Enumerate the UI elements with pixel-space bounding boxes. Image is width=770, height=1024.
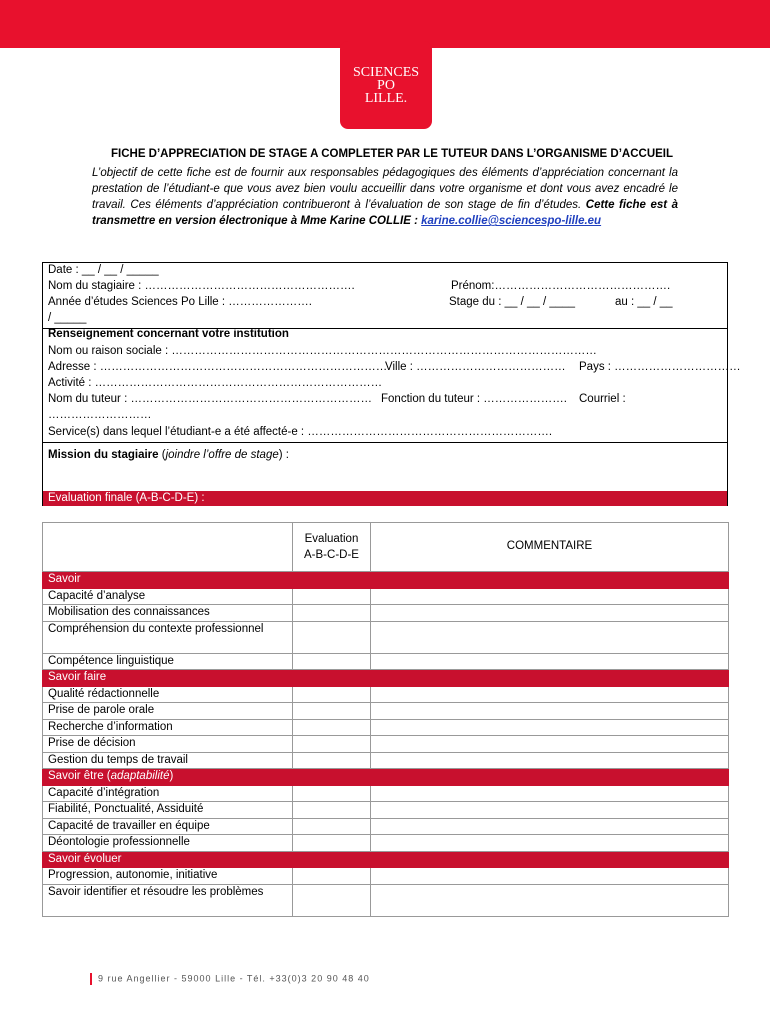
section-empty-cell — [371, 572, 729, 589]
table-row — [43, 605, 729, 622]
criterion-label: Savoir identifier et résoudre les problèmes — [43, 884, 293, 916]
evaluation-grade-cell[interactable] — [293, 588, 371, 605]
stage-au-field[interactable]: au : __ / __ — [615, 296, 673, 308]
criterion-label: Mobilisation des connaissances — [43, 605, 293, 622]
evaluation-finale-bar[interactable]: Evaluation finale (A-B-C-D-E) : — [43, 491, 727, 506]
table-row — [43, 588, 729, 605]
stage-au-year-field[interactable]: / _____ — [48, 312, 87, 324]
evaluation-table — [42, 522, 729, 917]
evaluation-grade-cell[interactable] — [293, 818, 371, 835]
logo-line-3: LILLE. — [364, 90, 408, 106]
mission-label: Mission du stagiaire — [48, 449, 159, 461]
stage-du-field[interactable]: Stage du : __ / __ / ____ — [449, 296, 575, 308]
footer-address: 9 rue Angellier - 59000 Lille - Tél. +33(0)3 20 90 48 40 — [90, 973, 370, 985]
table-row — [43, 686, 729, 703]
criterion-label: Capacité d’analyse — [43, 588, 293, 605]
pays-field[interactable]: Pays : …………………………… — [579, 361, 741, 373]
document-title: FICHE D’APPRECIATION DE STAGE A COMPLETER PAR LE TUTEUR DANS L’ORGANISME D’ACCUEIL — [110, 148, 674, 160]
comment-cell[interactable] — [371, 719, 729, 736]
table-row — [43, 802, 729, 819]
courriel-continuation[interactable]: ……………………… — [48, 409, 152, 421]
criterion-label: Capacité d’intégration — [43, 785, 293, 802]
criterion-label: Compréhension du contexte professionnel — [43, 621, 293, 653]
comment-cell[interactable] — [371, 785, 729, 802]
evaluation-grade-cell[interactable] — [293, 736, 371, 753]
fonction-tuteur-field[interactable]: Fonction du tuteur : …………………. — [381, 393, 567, 405]
divider — [43, 442, 727, 443]
criterion-label: Fiabilité, Ponctualité, Assiduité — [43, 802, 293, 819]
section-header-row — [43, 670, 729, 687]
annee-etudes-field[interactable]: Année d’études Sciences Po Lille : …………………. — [48, 296, 312, 308]
section-header-row — [43, 851, 729, 868]
table-row — [43, 736, 729, 753]
comment-cell[interactable] — [371, 884, 729, 916]
prenom-field[interactable]: Prénom:………………………………………. — [451, 280, 671, 292]
evaluation-grade-cell[interactable] — [293, 785, 371, 802]
evaluation-grade-cell[interactable] — [293, 868, 371, 885]
comment-cell[interactable] — [371, 653, 729, 670]
comment-cell[interactable] — [371, 868, 729, 885]
criterion-label: Gestion du temps de travail — [43, 752, 293, 769]
table-row — [43, 703, 729, 720]
evaluation-grade-cell[interactable] — [293, 621, 371, 653]
comment-cell[interactable] — [371, 818, 729, 835]
criterion-label: Prise de décision — [43, 736, 293, 753]
email-link[interactable]: karine.collie@sciencespo-lille.eu — [421, 215, 602, 227]
comment-cell[interactable] — [371, 605, 729, 622]
evaluation-grade-cell[interactable] — [293, 752, 371, 769]
table-row — [43, 653, 729, 670]
section-empty-cell — [293, 851, 371, 868]
comment-cell[interactable] — [371, 686, 729, 703]
evaluation-grade-cell[interactable] — [293, 719, 371, 736]
evaluation-grade-cell[interactable] — [293, 884, 371, 916]
table-header-row — [43, 523, 729, 572]
table-row — [43, 785, 729, 802]
evaluation-grade-cell[interactable] — [293, 653, 371, 670]
table-row — [43, 884, 729, 916]
section-title: Savoir — [43, 572, 293, 589]
section-title: Savoir être (adaptabilité) — [43, 769, 293, 786]
header-evaluation: Evaluation A-B-C-D-E — [293, 523, 371, 572]
service-field[interactable]: Service(s) dans lequel l’étudiant-e a été affecté-e : ………………………………………………………. — [48, 426, 553, 438]
evaluation-grade-cell[interactable] — [293, 802, 371, 819]
evaluation-grade-cell[interactable] — [293, 703, 371, 720]
intro-bold-instruction: Cette fiche est à transmettre en version électronique à Mme Karine COLLIE : — [92, 199, 679, 227]
header-empty-cell — [43, 523, 293, 572]
section-header-row — [43, 572, 729, 589]
section-title: Savoir faire — [43, 670, 293, 687]
evaluation-grade-cell[interactable] — [293, 835, 371, 852]
activite-field[interactable]: Activité : ………………………………………………………………… — [48, 377, 383, 389]
intro-paragraph — [92, 165, 678, 229]
raison-sociale-field[interactable]: Nom ou raison sociale : ………………………………………………………………………………………………… — [48, 345, 597, 357]
evaluation-grade-cell[interactable] — [293, 605, 371, 622]
sciences-po-lille-logo — [340, 41, 432, 129]
nom-tuteur-field[interactable]: Nom du tuteur : ……………………………………………………… — [48, 393, 372, 405]
intern-info-box — [42, 262, 741, 506]
section-empty-cell — [293, 572, 371, 589]
comment-cell[interactable] — [371, 802, 729, 819]
section-empty-cell — [371, 670, 729, 687]
table-row — [43, 835, 729, 852]
comment-cell[interactable] — [371, 736, 729, 753]
logo-line-1: SCIENCES — [352, 64, 420, 80]
comment-cell[interactable] — [371, 835, 729, 852]
table-row — [43, 818, 729, 835]
table-row — [43, 868, 729, 885]
evaluation-grade-cell[interactable] — [293, 686, 371, 703]
table-row — [43, 719, 729, 736]
comment-cell[interactable] — [371, 703, 729, 720]
criterion-label: Compétence linguistique — [43, 653, 293, 670]
criterion-label: Prise de parole orale — [43, 703, 293, 720]
comment-cell[interactable] — [371, 588, 729, 605]
date-field[interactable]: Date : __ / __ / _____ — [48, 264, 159, 276]
section-empty-cell — [371, 769, 729, 786]
comment-cell[interactable] — [371, 752, 729, 769]
mission-field[interactable]: Mission du stagiaire (joindre l’offre de stage) : — [48, 449, 289, 461]
header-commentaire: COMMENTAIRE — [371, 523, 729, 572]
courriel-field[interactable]: Courriel : — [579, 393, 626, 405]
section-title: Savoir évoluer — [43, 851, 293, 868]
comment-cell[interactable] — [371, 621, 729, 653]
ville-field[interactable]: Ville : ………………………………… — [385, 361, 566, 373]
criterion-label: Progression, autonomie, initiative — [43, 868, 293, 885]
criterion-label: Capacité de travailler en équipe — [43, 818, 293, 835]
table-row — [43, 621, 729, 653]
logo-line-2: PO — [377, 77, 395, 93]
section-empty-cell — [371, 851, 729, 868]
footer-red-mark — [90, 973, 92, 985]
nom-stagiaire-field[interactable]: Nom du stagiaire : ………………………………………………. — [48, 280, 355, 292]
section-empty-cell — [293, 670, 371, 687]
institution-heading: Renseignement concernant votre institution — [48, 328, 289, 340]
criterion-label: Qualité rédactionnelle — [43, 686, 293, 703]
section-empty-cell — [293, 769, 371, 786]
adresse-field[interactable]: Adresse : …………………………………………………………………. — [48, 361, 391, 373]
table-row — [43, 752, 729, 769]
criterion-label: Recherche d’information — [43, 719, 293, 736]
section-header-row — [43, 769, 729, 786]
criterion-label: Déontologie professionnelle — [43, 835, 293, 852]
mission-hint: joindre l’offre de stage — [165, 449, 279, 461]
intro-text: L’objectif de cette fiche est de fournir aux responsables pédagogiques des éléments d’appréciation concernant la prestation de l’étudiant-e que vous avez bien voulu accueillir dans votre organisme et dont vous avez encadré le travail. Ces éléments d’appréciation contribueront à l’évaluation de son stage de fin d’études. — [92, 167, 678, 211]
